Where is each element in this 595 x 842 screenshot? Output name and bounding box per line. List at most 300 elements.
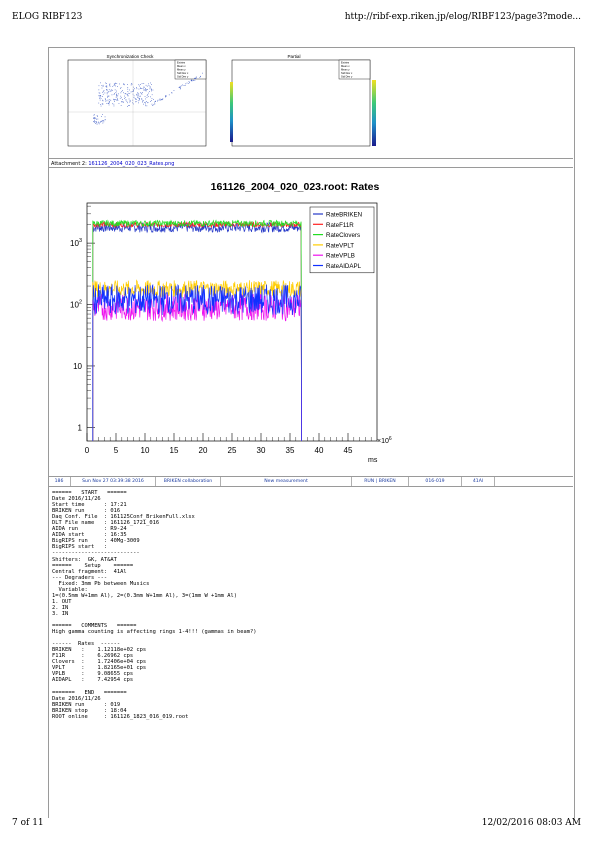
scatter-dot <box>114 93 115 94</box>
partial-stat-1: Mean x <box>341 65 350 68</box>
sync-stat-0: Entries <box>177 61 186 65</box>
entry-extra <box>495 477 573 486</box>
scatter-dot <box>180 88 181 89</box>
scatter-dot <box>152 98 153 99</box>
scatter-dot <box>189 82 190 83</box>
scatter-dot <box>150 101 151 102</box>
scatter-dot <box>106 86 107 87</box>
scatter-dot <box>165 95 166 96</box>
scatter-dot <box>153 90 154 91</box>
scatter-dot <box>148 84 149 85</box>
scatter-dot <box>137 92 138 93</box>
scatter-dot <box>111 90 112 91</box>
scatter-dot <box>145 96 146 97</box>
scatter-dot <box>138 100 139 101</box>
scatter-dot <box>136 99 137 100</box>
partial-plot-colorbar <box>382 52 542 157</box>
scatter-dot <box>154 102 155 103</box>
sync-check-title: Synchronization Check <box>106 54 154 59</box>
scatter-dot <box>184 85 185 86</box>
page-footer-datetime: 12/02/2016 08:03 AM <box>481 818 581 828</box>
scatter-dot <box>100 93 101 94</box>
scatter-dot <box>127 102 128 103</box>
scatter-dot <box>118 94 119 95</box>
scatter-dot <box>141 93 142 94</box>
scatter-dot <box>107 96 108 97</box>
scatter-dot <box>145 99 146 100</box>
scatter-dot <box>129 105 130 106</box>
scatter-dot <box>128 105 129 106</box>
scatter-dot <box>137 97 138 98</box>
scatter-dot <box>115 86 116 87</box>
scatter-dot <box>148 93 149 94</box>
scatter-dot <box>109 99 110 100</box>
scatter-dot <box>112 95 113 96</box>
scatter-dot <box>147 95 148 96</box>
scatter-dot <box>109 89 110 90</box>
entry-log-text: ====== START ====== Date 2016/11/26 Start time : 17:21 BRIKEN run : 016 Daq Conf. File : 161125Conf_BrikenFull.xlsx DLT File name : 161126_1721_016 AIDA run : R9-24 AIDA start : 16:35 BigRIPS run : 40Mg-3009 BigRIPS start : --------------------------- Shifters: GK, AT&AT ====== Setup ====== Central fragment: 41Al --- Degraders --- Fixed: 3mm Pb between Musics Variable: 1=(0.5mm W+1mm Al), 2=(0.3mm W+1mm Al), 3=(1mm W +1mm Al) 1. OUT 2. IN 3. IN ====== COMMENTS ====== High gamma counting is affecting rings 1-4!!! (gammas in beam?) ------ Rates ------ BRIKEN : 1.12118e+02 cps F11R : 6.26962 cps Clovers : 1.72406e+04 cps VPLT : 1.82165e+01 cps VPLB : 9.08655 cps AIDAPL : 7.42954 cps ======= END ======= Date 2016/11/26 BRIKEN run : 019 BRIKEN stop : 18:04 ROOT online : 161126_1823_016_019.root <box>52 490 257 720</box>
scatter-dot <box>138 94 139 95</box>
scatter-dot <box>116 94 117 95</box>
scatter-dot <box>96 121 97 122</box>
scatter-dot <box>107 97 108 98</box>
scatter-dot <box>96 118 97 119</box>
scatter-dot <box>196 77 197 78</box>
scatter-dot <box>116 95 117 96</box>
scatter-dot <box>185 84 186 85</box>
scatter-dot <box>109 84 110 85</box>
scatter-dot <box>115 99 116 100</box>
scatter-dot <box>93 121 94 122</box>
scatter-dot <box>142 102 143 103</box>
scatter-dot <box>109 91 110 92</box>
scatter-dot <box>150 83 151 84</box>
scatter-dot <box>114 84 115 85</box>
scatter-dot <box>117 97 118 98</box>
scatter-dot <box>103 86 104 87</box>
scatter-dot <box>106 87 107 88</box>
scatter-dot <box>143 83 144 84</box>
scatter-dot <box>102 114 103 115</box>
scatter-dot <box>94 114 95 115</box>
entry-metadata-bar <box>48 476 573 487</box>
x-tick-label: 10 <box>140 446 150 455</box>
scatter-dot <box>153 105 154 106</box>
scatter-dot <box>102 88 103 89</box>
scatter-dot <box>139 89 140 90</box>
scatter-dot <box>116 95 117 96</box>
scatter-dot <box>102 85 103 86</box>
scatter-dot <box>146 101 147 102</box>
scatter-dot <box>151 89 152 90</box>
scatter-dot <box>123 102 124 103</box>
scatter-dot <box>144 87 145 88</box>
scatter-dot <box>129 93 130 94</box>
scatter-dot <box>143 88 144 89</box>
scatter-dot <box>103 91 104 92</box>
scatter-dot <box>145 104 146 105</box>
scatter-dot <box>114 94 115 95</box>
scatter-dot <box>159 99 160 100</box>
scatter-dot <box>128 96 129 97</box>
y-tick-label: 1 <box>77 423 82 433</box>
scatter-dot <box>106 89 107 90</box>
y-tick-label: $10^2$ <box>70 299 82 310</box>
entry-type: New measurement <box>221 477 352 486</box>
entry-author: BRIKEN collaboration <box>156 477 221 486</box>
scatter-dot <box>107 90 108 91</box>
scatter-dot <box>96 122 97 123</box>
x-tick-label: 15 <box>169 446 179 455</box>
scatter-dot <box>158 100 159 101</box>
scatter-dot <box>121 101 122 102</box>
scatter-dot <box>143 104 144 105</box>
scatter-dot <box>129 99 130 100</box>
color-scale-bar-left <box>230 82 233 142</box>
sync-stat-4: Std Dev y <box>177 75 189 79</box>
scatter-dot <box>114 84 115 85</box>
scatter-dot <box>153 99 154 100</box>
scatter-dot <box>117 99 118 100</box>
scatter-dot <box>108 103 109 104</box>
scatter-dot <box>165 97 166 98</box>
scatter-dot <box>139 98 140 99</box>
entry-category: RUN | BRIKEN <box>352 477 409 486</box>
scatter-dot <box>106 86 107 87</box>
scatter-dot <box>127 87 128 88</box>
scatter-dot <box>196 78 197 79</box>
partial-stat-0: Entries <box>341 61 350 65</box>
x-tick-label: 5 <box>113 446 119 455</box>
scatter-dot <box>101 96 102 97</box>
scatter-dot <box>114 100 115 101</box>
scatter-dot <box>147 97 148 98</box>
scatter-dot <box>139 100 140 101</box>
scatter-dot <box>113 99 114 100</box>
scatter-dot <box>165 96 166 97</box>
scatter-dot <box>108 92 109 93</box>
scatter-dot <box>116 97 117 98</box>
scatter-dot <box>121 87 122 88</box>
scatter-dot <box>121 97 122 98</box>
scatter-dot <box>122 90 123 91</box>
scatter-dot <box>110 100 111 101</box>
scatter-dot <box>114 85 115 86</box>
scatter-dot <box>169 95 170 96</box>
scatter-dot <box>111 90 112 91</box>
scatter-dot <box>151 91 152 92</box>
scatter-dot <box>102 96 103 97</box>
scatter-dot <box>97 115 98 116</box>
scatter-dot <box>134 88 135 89</box>
scatter-dot <box>116 91 117 92</box>
legend <box>310 207 374 273</box>
scatter-dot <box>125 94 126 95</box>
scatter-dot <box>144 87 145 88</box>
scatter-dot <box>114 101 115 102</box>
scatter-dot <box>94 118 95 119</box>
scatter-dot <box>200 77 201 78</box>
scatter-dot <box>172 93 173 94</box>
attachment-link[interactable]: 161126_2004_020_023_Rates.png <box>88 161 175 167</box>
scatter-dot <box>98 123 99 124</box>
scatter-dot <box>99 96 100 97</box>
partial-stat-4: Std Dev y <box>341 75 353 79</box>
x-exponent-power: 6 <box>388 436 392 442</box>
scatter-dot <box>132 103 133 104</box>
scatter-dot <box>102 121 103 122</box>
scatter-dot <box>166 96 167 97</box>
scatter-dot <box>125 97 126 98</box>
entry-date: Sun Nov 27 03:39:38 2016 <box>71 477 156 486</box>
partial-plot <box>222 52 382 157</box>
x-tick-label: 40 <box>314 446 324 455</box>
scatter-dot <box>160 100 161 101</box>
scatter-dot <box>134 96 135 97</box>
x-tick-label: 35 <box>285 446 295 455</box>
scatter-dot <box>123 92 124 93</box>
scatter-dot <box>187 83 188 84</box>
scatter-dot <box>146 90 147 91</box>
scatter-dot <box>150 87 151 88</box>
scatter-dot <box>141 88 142 89</box>
scatter-dot <box>98 103 99 104</box>
scatter-dot <box>174 90 175 91</box>
scatter-dot <box>140 92 141 93</box>
scatter-dot <box>100 83 101 84</box>
scatter-dot <box>152 94 153 95</box>
scatter-dot <box>140 96 141 97</box>
scatter-dot <box>150 86 151 87</box>
scatter-dot <box>137 96 138 97</box>
scatter-dot <box>100 122 101 123</box>
scatter-dot <box>115 90 116 91</box>
scatter-dot <box>180 89 181 90</box>
scatter-dot <box>105 101 106 102</box>
x-tick-label: 30 <box>256 446 266 455</box>
scatter-dot <box>138 98 139 99</box>
scatter-dot <box>149 85 150 86</box>
scatter-dot <box>146 85 147 86</box>
scatter-dot <box>144 90 145 91</box>
scatter-dot <box>97 116 98 117</box>
scatter-dot <box>104 122 105 123</box>
scatter-dot <box>181 86 182 87</box>
scatter-dot <box>102 100 103 101</box>
scatter-dot <box>101 106 102 107</box>
x-exponent-base: ×10 <box>377 438 389 445</box>
scatter-dot <box>179 87 180 88</box>
scatter-dot <box>138 96 139 97</box>
scatter-dot <box>100 95 101 96</box>
scatter-dot <box>123 83 124 84</box>
legend-label: RateF11R <box>326 221 354 229</box>
scatter-dot <box>117 98 118 99</box>
scatter-dot <box>146 91 147 92</box>
scatter-dot <box>94 118 95 119</box>
scatter-dot <box>101 98 102 99</box>
x-tick-label: 25 <box>227 446 237 455</box>
scatter-dot <box>135 99 136 100</box>
scatter-dot <box>109 101 110 102</box>
scatter-dot <box>100 97 101 98</box>
scatter-dot <box>105 99 106 100</box>
sync-stat-3: Std Dev x <box>177 72 189 75</box>
scatter-dot <box>108 103 109 104</box>
scatter-dot <box>105 83 106 84</box>
scatter-dot <box>148 102 149 103</box>
scatter-dot <box>136 95 137 96</box>
scatter-dot <box>179 87 180 88</box>
scatter-dot <box>109 103 110 104</box>
attachment-prefix: Attachment 2: <box>51 161 87 167</box>
scatter-dot <box>139 86 140 87</box>
scatter-dot <box>98 119 99 120</box>
scatter-dot <box>99 95 100 96</box>
scatter-dot <box>124 96 125 97</box>
scatter-dot <box>109 105 110 106</box>
scatter-dot <box>106 83 107 84</box>
x-axis-label: ms <box>368 457 378 464</box>
scatter-dot <box>132 91 133 92</box>
scatter-dot <box>107 94 108 95</box>
scatter-dot <box>202 73 203 74</box>
scatter-dot <box>109 96 110 97</box>
scatter-dot <box>94 117 95 118</box>
scatter-dot <box>97 124 98 125</box>
scatter-dot <box>116 100 117 101</box>
scatter-dot <box>124 98 125 99</box>
scatter-dot <box>103 123 104 124</box>
scatter-dot <box>142 83 143 84</box>
scatter-dot <box>145 102 146 103</box>
scatter-dot <box>126 100 127 101</box>
scatter-dot <box>103 94 104 95</box>
scatter-dot <box>162 100 163 101</box>
scatter-dot <box>112 103 113 104</box>
scatter-dot <box>117 95 118 96</box>
scatter-dot <box>200 76 201 77</box>
sync-stat-1: Mean x <box>177 65 186 68</box>
scatter-dot <box>195 78 196 79</box>
scatter-dot <box>131 92 132 93</box>
page-footer-page: 7 of 11 <box>12 818 44 828</box>
scatter-dot <box>102 92 103 93</box>
scatter-dot <box>99 98 100 99</box>
sync-stat-2: Mean y <box>177 68 186 72</box>
entry-id[interactable]: 186 <box>48 477 71 486</box>
scatter-dot <box>131 85 132 86</box>
scatter-dot <box>114 106 115 107</box>
scatter-dot <box>151 84 152 85</box>
scatter-dot <box>98 122 99 123</box>
scatter-dot <box>107 92 108 93</box>
scatter-dot <box>147 94 148 95</box>
scatter-dot <box>152 104 153 105</box>
scatter-dot <box>120 98 121 99</box>
chart-title: 161126_2004_020_023.root: Rates <box>210 181 380 193</box>
entry-fragment: 41Al <box>462 477 495 486</box>
x-tick-label: 0 <box>84 446 90 455</box>
scatter-dot <box>128 93 129 94</box>
scatter-dot <box>171 92 172 93</box>
scatter-dot <box>138 94 139 95</box>
scatter-dot <box>108 100 109 101</box>
scatter-dot <box>120 96 121 97</box>
scatter-dot <box>192 81 193 82</box>
scatter-dot <box>138 84 139 85</box>
scatter-dot <box>104 90 105 91</box>
scatter-dot <box>143 100 144 101</box>
legend-label: RateVPLT <box>326 242 355 250</box>
scatter-dot <box>136 87 137 88</box>
scatter-dot <box>196 77 197 78</box>
scatter-dot <box>116 83 117 84</box>
scatter-dot <box>99 90 100 91</box>
scatter-dot <box>193 80 194 81</box>
scatter-dot <box>127 106 128 107</box>
scatter-dot <box>182 85 183 86</box>
scatter-dot <box>107 103 108 104</box>
scatter-dot <box>105 93 106 94</box>
legend-label: RateAIDAPL <box>326 263 362 270</box>
scatter-dot <box>163 99 164 100</box>
scatter-dot <box>105 117 106 118</box>
scatter-dot <box>132 84 133 85</box>
scatter-dot <box>111 91 112 92</box>
scatter-dot <box>145 105 146 106</box>
scatter-dot <box>127 94 128 95</box>
scatter-dot <box>154 104 155 105</box>
legend-label: RateVPLB <box>326 252 355 260</box>
scatter-dot <box>151 100 152 101</box>
scatter-dot <box>133 87 134 88</box>
scatter-dot <box>121 105 122 106</box>
scatter-dot <box>130 101 131 102</box>
scatter-dot <box>127 89 128 90</box>
scatter-dot <box>99 124 100 125</box>
scatter-dot <box>142 94 143 95</box>
scatter-dot <box>137 94 138 95</box>
attachment-line <box>48 158 573 168</box>
y-tick-label: $10^3$ <box>70 238 82 249</box>
sync-check-plot <box>58 52 218 157</box>
scatter-dot <box>140 84 141 85</box>
scatter-dot <box>129 90 130 91</box>
scatter-dot <box>122 99 123 100</box>
scatter-dot <box>191 80 192 81</box>
scatter-dot <box>118 100 119 101</box>
y-tick-exponent: 3 <box>78 238 82 245</box>
scatter-dot <box>120 88 121 89</box>
scatter-dot <box>160 99 161 100</box>
scatter-dot <box>157 101 158 102</box>
scatter-dot <box>121 93 122 94</box>
scatter-dot <box>142 101 143 102</box>
scatter-dot <box>146 89 147 90</box>
scatter-dot <box>149 91 150 92</box>
x-tick-label: 20 <box>198 446 208 455</box>
scatter-dot <box>121 91 122 92</box>
legend-label: RateBRIKEN <box>326 211 363 219</box>
scatter-dot <box>101 121 102 122</box>
scatter-dot <box>95 123 96 124</box>
scatter-dot <box>195 80 196 81</box>
scatter-dot <box>95 117 96 118</box>
scatter-dot <box>147 89 148 90</box>
scatter-dot <box>136 101 137 102</box>
scatter-dot <box>105 120 106 121</box>
